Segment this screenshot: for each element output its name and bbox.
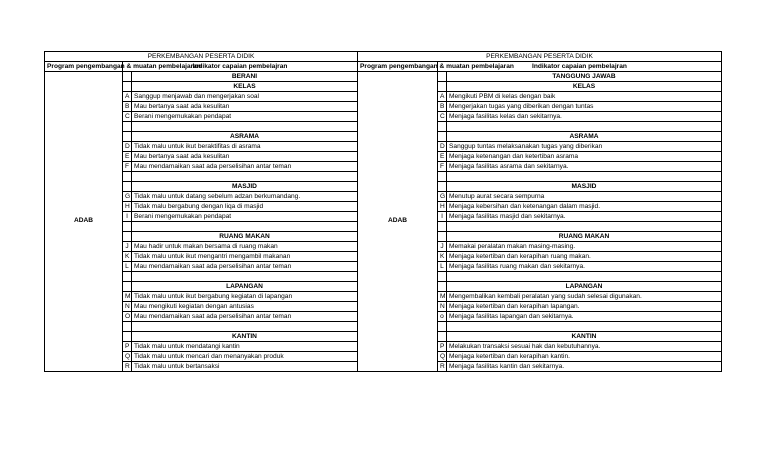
left-item-letter [123, 322, 132, 332]
right-blank-cell [447, 122, 722, 132]
left-item-letter: J [123, 242, 132, 252]
left-item-letter [123, 232, 132, 242]
right-item-letter [438, 82, 447, 92]
table-body [45, 52, 722, 372]
right-item-letter [438, 72, 447, 82]
left-indicator-header: Indikator capaian pembelajran [123, 62, 358, 72]
left-section-title: LAPANGAN [132, 282, 358, 292]
right-group-title: TANGGUNG JAWAB [447, 72, 722, 82]
right-program-value: ADAB [358, 72, 438, 372]
right-item-text: Melakukan transaksi sesuai hak dan kebutuhannya. [447, 342, 722, 352]
left-item-letter: O [123, 312, 132, 322]
header-row [45, 62, 722, 72]
left-item-letter [123, 222, 132, 232]
left-item-letter [123, 72, 132, 82]
left-blank-cell [132, 272, 358, 282]
right-section-title: KELAS [447, 82, 722, 92]
right-item-text: Menjaga fasilitas asrama dan sekitarnya. [447, 162, 722, 172]
left-item-text: Mau bertanya saat ada kesulitan [132, 152, 358, 162]
left-item-text: Tidak malu untuk datang sebelum adzan berkumandang. [132, 192, 358, 202]
left-item-letter: R [123, 362, 132, 372]
left-item-letter: K [123, 252, 132, 262]
right-blank-cell [447, 322, 722, 332]
left-section-title: ASRAMA [132, 132, 358, 142]
left-item-letter [123, 172, 132, 182]
right-item-letter: o [438, 312, 447, 322]
left-item-letter: G [123, 192, 132, 202]
right-item-text: Mengerjakan tugas yang diberikan dengan tuntas [447, 102, 722, 112]
right-section-title: MASJID [447, 182, 722, 192]
left-section-title: KANTIN [132, 332, 358, 342]
right-item-letter [438, 272, 447, 282]
right-item-letter: J [438, 242, 447, 252]
right-item-letter: R [438, 362, 447, 372]
right-item-text: Menjaga ketertiban dan kerapihan lapangan. [447, 302, 722, 312]
left-item-letter: B [123, 102, 132, 112]
left-group-title: BERANI [132, 72, 358, 82]
left-item-letter: H [123, 202, 132, 212]
right-item-text: Menjaga ketenangan dan ketertiban asrama [447, 152, 722, 162]
right-item-letter: E [438, 152, 447, 162]
left-item-letter: Q [123, 352, 132, 362]
left-item-text: Mau mendamaikan saat ada perselisihan antar teman [132, 262, 358, 272]
right-blank-cell [447, 272, 722, 282]
left-item-letter [123, 182, 132, 192]
left-item-letter [123, 132, 132, 142]
left-item-text: Tidak malu untuk bertansaksi [132, 362, 358, 372]
left-item-letter: I [123, 212, 132, 222]
right-item-text: Menjaga ketertiban dan kerapihan ruang makan. [447, 252, 722, 262]
left-item-text: Tidak malu untuk ikut beraktifitas di asrama [132, 142, 358, 152]
left-item-text: Berani mengemukakan pendapat [132, 212, 358, 222]
table-row [45, 72, 722, 82]
right-section-title: ASRAMA [447, 132, 722, 142]
right-item-letter [438, 232, 447, 242]
left-item-text: Tidak malu untuk mendatangi kantin [132, 342, 358, 352]
right-blank-cell [447, 172, 722, 182]
right-item-text: Sanggup tuntas melaksanakan tugas yang diberikan [447, 142, 722, 152]
right-item-letter [438, 182, 447, 192]
right-item-text: Menjaga fasilitas lapangan dan sekitarnya. [447, 312, 722, 322]
right-item-letter: F [438, 162, 447, 172]
right-item-text: Mengikuti PBM di kelas dengan baik [447, 92, 722, 102]
right-item-text: Menjaga ketertiban dan kerapihan kantin. [447, 352, 722, 362]
right-item-text: Mengembalikan kembali peralatan yang sudah selesai digunakan. [447, 292, 722, 302]
left-item-text: Berani mengemukakan pendapat [132, 112, 358, 122]
left-item-text: Tidak malu untuk ikut mengantri mengambil makanan [132, 252, 358, 262]
right-item-letter: L [438, 262, 447, 272]
left-item-letter: F [123, 162, 132, 172]
right-table-title: PERKEMBANGAN PESERTA DIDIK [358, 52, 722, 62]
right-item-text: Menjaga fasilitas kelas dan sekitarnya. [447, 112, 722, 122]
right-item-text: Menjaga fasilitas masjid dan sekitarnya. [447, 212, 722, 222]
right-item-text: Menjaga fasilitas kantin dan sekitarnya. [447, 362, 722, 372]
left-item-letter: A [123, 92, 132, 102]
right-item-letter: G [438, 192, 447, 202]
right-item-letter [438, 172, 447, 182]
left-item-letter: C [123, 112, 132, 122]
left-item-letter: M [123, 292, 132, 302]
left-item-text: Mau mendamaikan saat ada perselisihan antar teman [132, 312, 358, 322]
left-program-value: ADAB [45, 72, 123, 372]
right-item-letter [438, 332, 447, 342]
left-item-text: Mau bertanya saat ada kesulitan [132, 102, 358, 112]
right-section-title: KANTIN [447, 332, 722, 342]
right-item-letter: Q [438, 352, 447, 362]
left-item-text: Tidak malu untuk ikut bergabung kegiatan di lapangan [132, 292, 358, 302]
right-indicator-header: Indikator capaian pembelajran [438, 62, 722, 72]
left-item-letter: D [123, 142, 132, 152]
right-item-letter: D [438, 142, 447, 152]
right-item-text: Memakai peralatan makan masing-masing. [447, 242, 722, 252]
left-item-letter: E [123, 152, 132, 162]
right-item-letter: N [438, 302, 447, 312]
left-item-letter [123, 282, 132, 292]
left-blank-cell [132, 172, 358, 182]
right-blank-cell [447, 222, 722, 232]
right-item-letter [438, 122, 447, 132]
right-program-header: Program pengembangan & muatan pembelajaran [358, 62, 438, 72]
left-section-title: MASJID [132, 182, 358, 192]
left-blank-cell [132, 322, 358, 332]
right-item-text: Menutup aurat secara sempurna [447, 192, 722, 202]
right-item-letter [438, 282, 447, 292]
left-blank-cell [132, 122, 358, 132]
right-item-letter: B [438, 102, 447, 112]
development-table [44, 51, 722, 372]
title-row [45, 52, 722, 62]
left-item-text: Tidak malu untuk mencari dan menanyakan produk [132, 352, 358, 362]
left-item-letter: P [123, 342, 132, 352]
left-item-letter: N [123, 302, 132, 312]
right-item-letter: I [438, 212, 447, 222]
right-item-letter: K [438, 252, 447, 262]
right-item-letter [438, 222, 447, 232]
left-item-letter [123, 272, 132, 282]
left-item-text: Tidak malu bergabung dengan liqa di masjid [132, 202, 358, 212]
left-item-text: Mau mendamaikan saat ada perselisihan antar teman [132, 162, 358, 172]
left-section-title: RUANG MAKAN [132, 232, 358, 242]
right-section-title: LAPANGAN [447, 282, 722, 292]
left-item-text: Mau mengikuti kegiatan dengan antusias [132, 302, 358, 312]
left-item-letter: L [123, 262, 132, 272]
left-item-letter [123, 122, 132, 132]
right-item-letter: P [438, 342, 447, 352]
left-item-letter [123, 332, 132, 342]
right-item-letter: A [438, 92, 447, 102]
left-program-header: Program pengembangan & muatan pembelajaran [45, 62, 123, 72]
left-section-title: KELAS [132, 82, 358, 92]
right-item-letter [438, 322, 447, 332]
left-item-text: Sanggup menjawab dan mengerjakan soal [132, 92, 358, 102]
right-item-letter: H [438, 202, 447, 212]
left-item-text: Mau hadir untuk makan bersama di ruang makan [132, 242, 358, 252]
right-item-text: Menjaga fasilitas ruang makan dan sekitarnya. [447, 262, 722, 272]
right-item-letter [438, 132, 447, 142]
right-section-title: RUANG MAKAN [447, 232, 722, 242]
right-item-text: Menjaga kebersihan dan ketenangan dalam masjid. [447, 202, 722, 212]
left-blank-cell [132, 222, 358, 232]
right-item-letter: C [438, 112, 447, 122]
left-item-letter [123, 82, 132, 92]
right-item-letter: M [438, 292, 447, 302]
left-table-title: PERKEMBANGAN PESERTA DIDIK [45, 52, 358, 62]
